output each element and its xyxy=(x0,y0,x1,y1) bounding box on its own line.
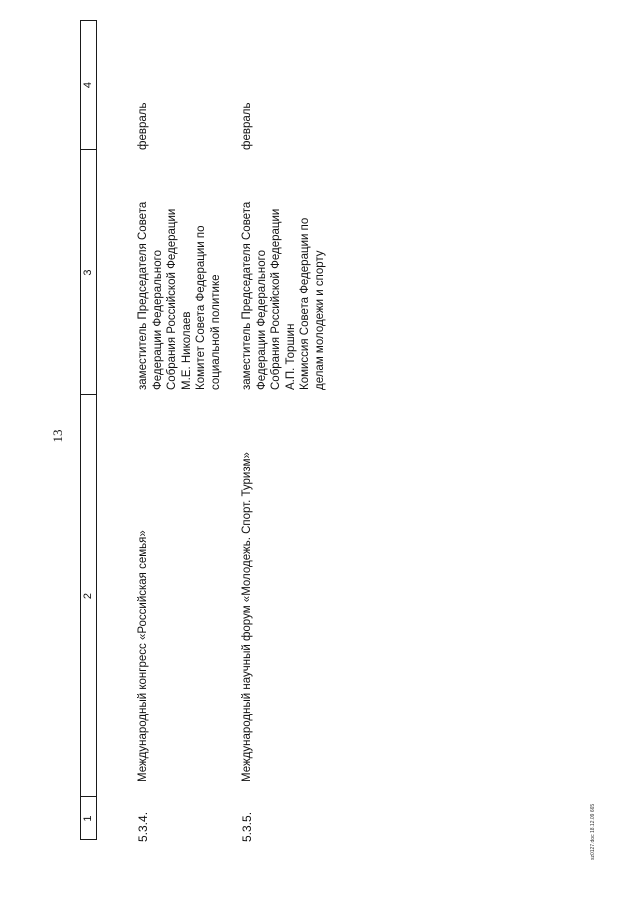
responsible-line: заместитель Председателя Совета xyxy=(137,201,149,390)
responsible-cell xyxy=(240,150,327,390)
responsible-line: А.П. Торшин xyxy=(284,323,297,390)
month-cell: февраль xyxy=(241,102,253,150)
column-number-1: 1 xyxy=(82,815,94,822)
responsible-line: Собрания Российской Федерации xyxy=(166,208,178,390)
page-number: 13 xyxy=(50,429,65,443)
responsible-line: М.Е. Николаев xyxy=(180,311,193,390)
responsible-line: Федерации Федерального xyxy=(255,250,268,390)
responsible-line: Собрания Российской Федерации xyxy=(270,208,282,390)
row-number: 5.3.5. xyxy=(240,811,254,842)
column-number-2: 2 xyxy=(82,592,94,600)
row-number: 5.3.4. xyxy=(136,811,150,842)
column-number-3: 3 xyxy=(82,269,94,276)
responsible-line: делам молодежи и спорту xyxy=(313,250,326,390)
responsible-line: социальной политике xyxy=(209,274,222,390)
responsible-line: Комитет Совета Федерации по xyxy=(195,225,207,390)
responsible-line: заместитель Председателя Совета xyxy=(241,201,253,390)
month-cell: февраль xyxy=(137,102,149,150)
column-number-4: 4 xyxy=(82,81,94,89)
footer-file-stamp: sz0127.doc 18.12.09 665 xyxy=(590,803,596,860)
responsible-line: Федерации Федерального xyxy=(151,250,164,390)
event-title: Международный конгресс «Российская семья» xyxy=(137,530,149,782)
responsible-line: Комиссия Совета Федерации по xyxy=(299,217,311,390)
responsible-cell xyxy=(136,150,223,390)
event-title: Международный научный форум «Молодежь. Спорт. Туризм» xyxy=(241,452,253,782)
